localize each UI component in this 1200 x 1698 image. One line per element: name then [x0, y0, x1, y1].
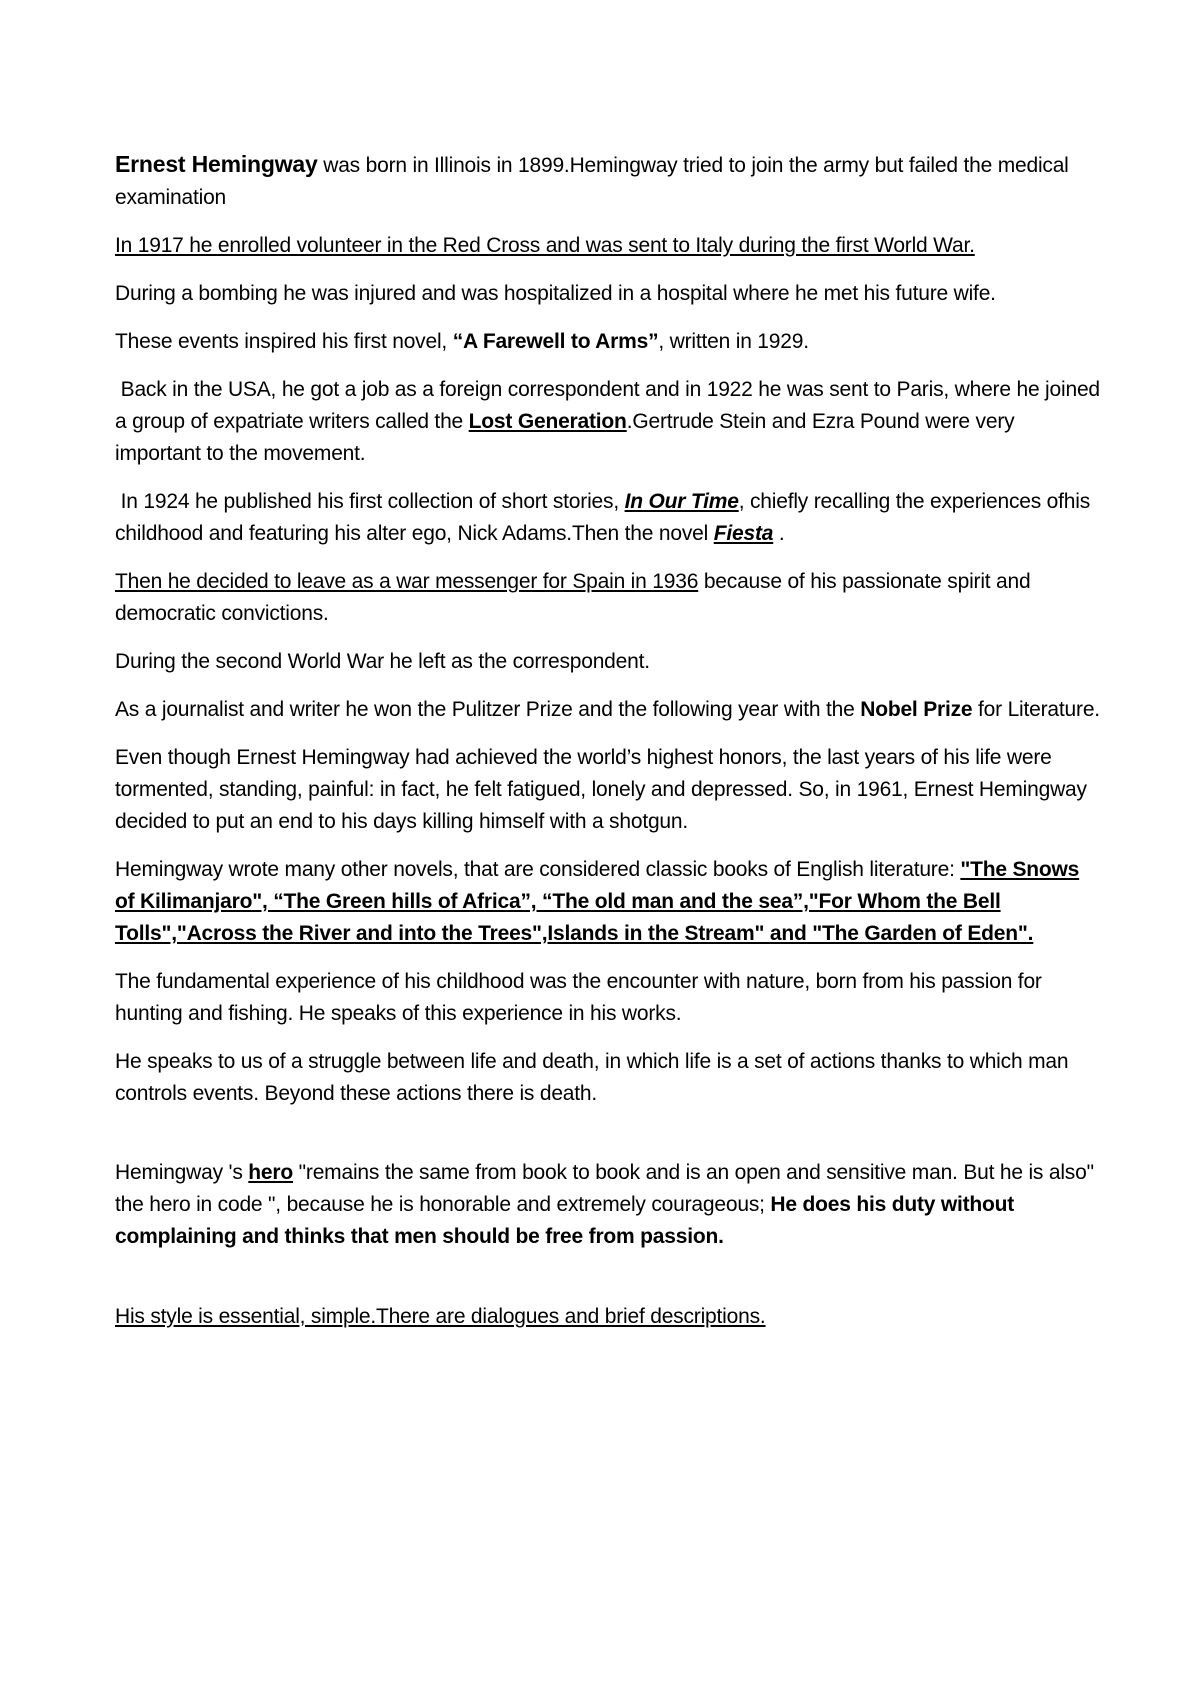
- paragraph-text: .Gertrude Stein and Ezra Pound were very important to the movement.: [115, 410, 1015, 465]
- paragraph-text: In 1924 he published his first collection of short stories,: [120, 490, 625, 513]
- paragraph-short-stories: [115, 486, 1100, 550]
- paragraph-childhood: [115, 966, 1100, 1030]
- paragraph-prizes: [115, 694, 1100, 726]
- paragraph-text: As a journalist and writer he won the Pulitzer Prize and the following year with the: [115, 698, 861, 721]
- paragraph-text: During the second World War he left as the correspondent.: [115, 650, 650, 673]
- book-title-link[interactable]: Fiesta: [713, 522, 774, 545]
- paragraph-second-war: [115, 646, 1100, 678]
- document-body: [115, 148, 1100, 1349]
- underlined-text: Then he decided to leave as a war messenger for Spain in 1936: [115, 570, 699, 593]
- paragraph-text: , written in 1929.: [658, 330, 809, 353]
- paragraph-text: These events inspired his first novel,: [115, 330, 453, 353]
- bold-text: He does his duty without complaining and thinks that men should be free from passion.: [115, 1193, 1015, 1248]
- paragraph-text: for Literature.: [972, 698, 1100, 721]
- paragraph-life-death: [115, 1046, 1100, 1110]
- underlined-text: In 1917 he enrolled volunteer in the Red Cross and was sent to Italy during the first World War.: [115, 234, 975, 257]
- book-title-link[interactable]: In Our Time: [624, 490, 739, 513]
- paragraph-text: because of his passionate spirit and democratic convictions.: [115, 570, 1031, 625]
- book-title: “A Farewell to Arms”: [452, 330, 659, 353]
- paragraph-text: "remains the same from book to book and is an open and sensitive man. But he is also" the hero in code ", because he is honorable and extremely courageous;: [115, 1161, 1094, 1216]
- paragraph-text: Hemingway wrote many other novels, that are considered classic books of English literature:: [115, 858, 961, 881]
- paragraph-bombing: [115, 278, 1100, 310]
- nobel-prize-text: Nobel Prize: [860, 698, 973, 721]
- hero-link[interactable]: hero: [248, 1161, 294, 1184]
- paragraph-last-years: [115, 742, 1100, 838]
- paragraph-paris: [115, 374, 1100, 470]
- novels-list-link[interactable]: "The Snows of Kilimanjaro", “The Green hills of Africa”, “The old man and the sea”,"For Whom the Bell Tolls","Across the River and into the Trees",Islands in the Stream" and "The Garden of Eden".: [115, 858, 1080, 945]
- lost-generation-link[interactable]: Lost Generation: [468, 410, 627, 433]
- paragraph-text: was born in Illinois in 1899.Hemingway tried to join the army but failed the medical examination: [115, 154, 1069, 209]
- paragraph-spain: [115, 566, 1100, 630]
- paragraph-text: , chiefly recalling the experiences ofhis childhood and featuring his alter ego, Nick Adams.Then the novel: [115, 490, 1091, 545]
- paragraph-style: [115, 1301, 1100, 1333]
- paragraph-birth: [115, 148, 1100, 214]
- paragraph-first-novel: [115, 326, 1100, 358]
- paragraph-text: The fundamental experience of his childhood was the encounter with nature, born from his passion for hunting and fishing. He speaks of this experience in his works.: [115, 970, 1042, 1025]
- paragraph-text: .: [773, 522, 785, 545]
- paragraph-red-cross: [115, 230, 1100, 262]
- paragraph-text: Back in the USA, he got a job as a foreign correspondent and in 1922 he was sent to Paris, where he joined a group of expatriate writers called the: [115, 378, 1100, 433]
- author-name: Ernest Hemingway: [115, 151, 318, 177]
- underlined-text: His style is essential, simple.There are dialogues and brief descriptions.: [115, 1305, 766, 1328]
- paragraph-text: Hemingway 's: [115, 1161, 249, 1184]
- paragraph-text: He speaks to us of a struggle between life and death, in which life is a set of actions thanks to which man controls events. Beyond these actions there is death.: [115, 1050, 1069, 1105]
- paragraph-other-novels: [115, 854, 1100, 950]
- paragraph-text: Even though Ernest Hemingway had achieved the world’s highest honors, the last years of his life were tormented, standing, painful: in fact, he felt fatigued, lonely and depressed. So, in 1961, Ernest Hemingway decided to put an end to his days killing himself with a shotgun.: [115, 746, 1087, 833]
- paragraph-hero: [115, 1157, 1100, 1253]
- paragraph-text: During a bombing he was injured and was hospitalized in a hospital where he met his future wife.: [115, 282, 996, 305]
